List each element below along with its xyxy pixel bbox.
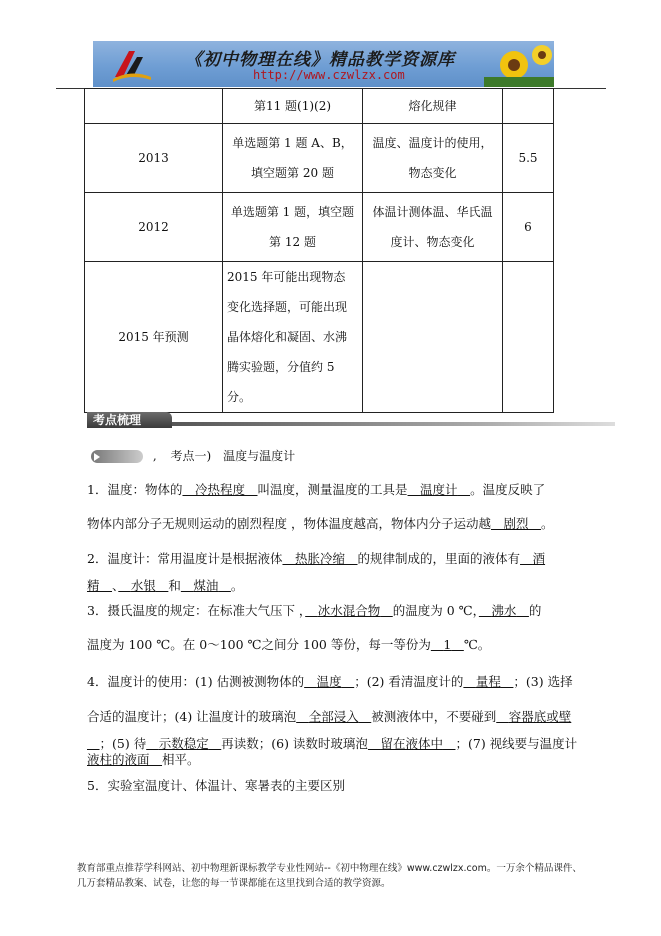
table-cell-content xyxy=(363,262,503,413)
content-line: 度计、物态变化 xyxy=(390,235,475,249)
blank-answer: 冷热程度 xyxy=(194,482,245,497)
item-line: 单选题第 1 题 A、B， xyxy=(232,136,353,150)
blank-answer: 冰水混合物 xyxy=(317,603,381,618)
blank-answer: 留在液体中 xyxy=(380,736,443,751)
text: 。温度反映了 xyxy=(470,482,546,497)
table-cell-content xyxy=(363,124,503,193)
table-cell-item xyxy=(223,89,363,124)
kaodian-prefix: , xyxy=(152,449,157,463)
content-line: 温度、温度计的使用， xyxy=(372,136,493,150)
blank-answer: 容器底或壁 xyxy=(508,709,572,724)
paragraph-4-cont2 xyxy=(87,736,577,752)
text: 再读数；(6) 读数时玻璃泡 xyxy=(221,736,368,751)
table-cell-score xyxy=(503,262,554,413)
paragraph-3-cont xyxy=(87,637,490,653)
text: 。 xyxy=(230,578,244,593)
paragraph-1 xyxy=(87,482,545,498)
paragraph-3 xyxy=(87,603,541,619)
table-cell-content xyxy=(363,89,503,124)
text: ℃。 xyxy=(463,637,491,652)
table-cell-score xyxy=(503,89,554,124)
item-line: 单选题第 1 题，填空题 xyxy=(230,205,355,219)
section-title: 考点梳理 xyxy=(93,413,142,427)
table-cell-item xyxy=(223,124,363,193)
content-line: 熔化规律 xyxy=(408,99,457,113)
text: 2．温度计：常用温度计是根据液体 xyxy=(87,551,283,566)
text: ；(2) 看清温度计的 xyxy=(354,674,464,689)
paragraph-2-cont xyxy=(87,578,243,594)
sunflower-icon xyxy=(484,41,554,87)
exam-table xyxy=(84,88,554,413)
paragraph-1-cont xyxy=(87,516,554,532)
blank-answer: 热胀冷缩 xyxy=(294,551,345,566)
blank-answer: 全部浸入 xyxy=(308,709,359,724)
banner-title: 《初中物理在线》精品教学资源库 xyxy=(185,50,455,70)
table-cell-content xyxy=(363,193,503,262)
table-cell-item xyxy=(223,262,363,413)
text: 物体内部分子无规则运动的剧烈程度 ，物体温度越高，物体内分子运动越 xyxy=(87,516,491,531)
blank-answer: 量程 xyxy=(475,674,501,689)
paragraph-4-cont3 xyxy=(87,752,200,768)
paragraph-4 xyxy=(87,674,573,690)
paragraph-5: 5．实验室温度计、体温计、寒暑表的主要区别 xyxy=(87,778,345,793)
blank-answer: 沸水 xyxy=(491,603,517,618)
item-line: 2015 年可能出现物态 xyxy=(227,270,346,284)
site-logo xyxy=(111,47,153,83)
text: ；(3) 选择 xyxy=(513,674,573,689)
text: 合适的温度计；(4) 让温度计的玻璃泡 xyxy=(87,709,297,724)
blank-answer: 温度计 xyxy=(420,482,458,497)
item-line: 第 12 题 xyxy=(269,235,316,249)
table-cell-year xyxy=(85,89,223,124)
content-line: 体温计测体温、华氏温 xyxy=(372,205,493,219)
blank-answer: 液柱的液面 xyxy=(87,752,150,767)
table-row xyxy=(85,262,554,413)
banner-url[interactable]: http://www.czwlzx.com xyxy=(253,68,405,82)
blank-answer: 精 xyxy=(87,578,100,593)
table-cell-score: 5.5 xyxy=(503,124,554,193)
text: ；(7) 视线要与温度计 xyxy=(455,736,578,751)
kaodian-heading xyxy=(91,447,295,461)
play-arrow-icon xyxy=(91,450,143,463)
item-line: 晶体熔化和凝固、水沸 xyxy=(227,330,348,344)
text: 相平。 xyxy=(162,752,200,767)
table-row xyxy=(85,124,554,193)
blank-answer: 煤油 xyxy=(193,578,219,593)
table-cell-item xyxy=(223,193,363,262)
text: 、 xyxy=(112,578,119,593)
table-cell-score: 6 xyxy=(503,193,554,262)
paragraph-2 xyxy=(87,551,545,567)
blank-answer: 示数稳定 xyxy=(158,736,209,751)
section-heading xyxy=(87,412,535,428)
kaodian-title: 考点一) 温度与温度计 xyxy=(170,449,296,463)
table-cell-year: 2013 xyxy=(85,124,223,193)
table-row xyxy=(85,89,554,124)
table-row xyxy=(85,193,554,262)
blank-answer xyxy=(87,736,100,751)
text: 3．摄氏温度的规定：在标准大气压下 ， xyxy=(87,603,306,618)
text: ；(5) 待 xyxy=(99,736,147,751)
text: 的规律制成的，里面的液体有 xyxy=(357,551,521,566)
footer-line: 教育部重点推荐学科网站、初中物理新课标教学专业性网站--《初中物理在线》www.czwlzx.com。一万余个精品课件、 xyxy=(77,863,582,874)
item-line: 填空题第 20 题 xyxy=(251,166,334,180)
section-tab xyxy=(87,412,172,428)
text: 温度为 100 ℃。在 0～100 ℃之间分 100 等份，每一等份为 xyxy=(87,637,431,652)
header-banner xyxy=(93,41,554,87)
text: 4．温度计的使用：(1) 估测被测物体的 xyxy=(87,674,305,689)
text: 的 xyxy=(528,603,542,618)
table-cell-year: 2015 年预测 xyxy=(85,262,223,413)
footer-line: 几万套精品教案、试卷，让您的每一节课都能在这里找到合适的教学资源。 xyxy=(77,878,391,889)
text: 叫温度，测量温度的工具是 xyxy=(257,482,408,497)
blank-answer: 酒 xyxy=(532,551,546,566)
blank-answer: 1 xyxy=(443,637,452,652)
item-line: 腾实验题，分值约 5分。 xyxy=(227,360,335,404)
paragraph-4-cont xyxy=(87,709,571,725)
blank-answer: 剧烈 xyxy=(503,516,529,531)
blank-answer: 水银 xyxy=(130,578,156,593)
table-cell-year: 2012 xyxy=(85,193,223,262)
text: 1．温度：物体的 xyxy=(87,482,183,497)
text: 。 xyxy=(541,516,554,531)
text: 的温度为 0 ℃， xyxy=(392,603,479,618)
item-line: 第11 题(1)(2) xyxy=(253,99,332,113)
text: 被测液体中，不要碰到 xyxy=(371,709,497,724)
page-footer xyxy=(77,861,582,891)
content-line: 物态变化 xyxy=(408,166,457,180)
text: 和 xyxy=(168,578,181,593)
blank-answer: 温度 xyxy=(316,674,342,689)
item-line: 变化选择题，可能出现 xyxy=(227,300,348,314)
section-rule xyxy=(169,422,615,426)
